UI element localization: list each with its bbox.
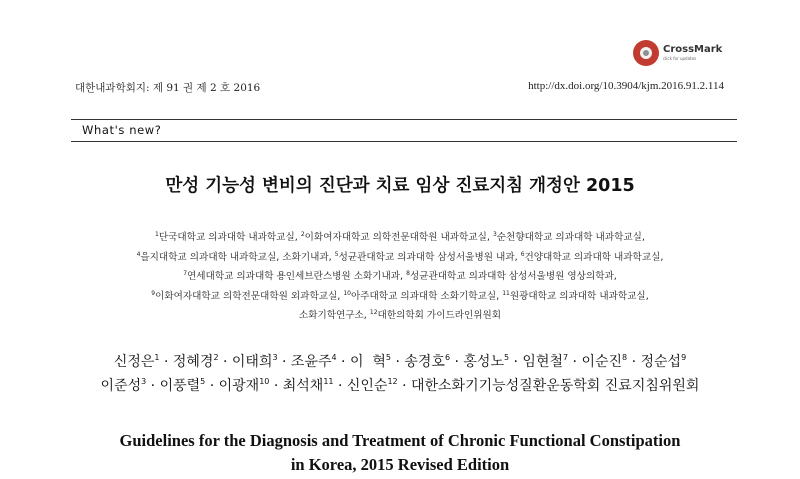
- crossmark-subtext: click for updates: [663, 56, 697, 61]
- author-name: 대한소화기기능성질환운동학회 진료지침위원회: [410, 378, 700, 394]
- author-separator: ·: [509, 354, 523, 370]
- author-affiliation-number: 2: [213, 353, 219, 362]
- author-affiliation-number: 3: [272, 353, 278, 362]
- author-separator: ·: [391, 354, 405, 370]
- author-affiliation-number: 5: [385, 353, 391, 362]
- affiliation-line: [0, 245, 800, 265]
- author-affiliation-number: 5: [200, 377, 206, 386]
- author-name: 신인순: [346, 378, 388, 394]
- affiliation-line: [0, 303, 800, 323]
- affiliation-number: 12: [369, 309, 378, 317]
- affiliation-number: 4: [136, 250, 141, 258]
- author-affiliation-number: 5: [503, 353, 510, 362]
- author-separator: ·: [205, 378, 219, 394]
- affiliation-text: 연세대학교 의과대학 용인세브란스병원 소화기내과,: [187, 271, 407, 283]
- author-affiliation-number: 6: [444, 353, 451, 362]
- author-affiliation-number: 3: [141, 377, 147, 386]
- affiliation-text: 이화여자대학교 의학전문대학원 외과학교실,: [155, 290, 344, 302]
- affiliation-text: 이화여자대학교 의학전문대학원 내과학교실,: [304, 232, 493, 243]
- author-affiliation-number: 10: [259, 377, 270, 386]
- author-name: 정혜경: [172, 354, 214, 370]
- author-separator: ·: [397, 378, 411, 394]
- affiliation-text: 아주대학교 의과대학 소화기학교실,: [351, 290, 503, 302]
- author-separator: ·: [627, 354, 641, 370]
- author-name: 이준성: [100, 378, 142, 394]
- affiliation-line: [0, 264, 800, 284]
- author-name: 이 혁: [349, 354, 386, 370]
- affiliation-text: 성균관대학교 의과대학 삼성서울병원 내과,: [338, 251, 521, 263]
- section-rule-bottom: [71, 141, 737, 142]
- affiliation-number: 3: [492, 231, 497, 238]
- crossmark-label: CrossMark: [663, 44, 723, 55]
- author-affiliation-number: 9: [681, 353, 687, 362]
- author-name: 이태희: [231, 354, 273, 370]
- author-separator: ·: [333, 378, 347, 394]
- author-separator: ·: [568, 354, 582, 370]
- affiliation-number: 7: [183, 270, 188, 278]
- author-separator: ·: [450, 354, 464, 370]
- author-separator: ·: [146, 378, 160, 394]
- author-name: 홍성노: [463, 354, 504, 370]
- author-name: 조윤주: [290, 354, 332, 370]
- affiliation-number: 9: [151, 289, 156, 297]
- section-rule-top: [71, 119, 737, 120]
- affiliation-text: 성균관대학교 의과대학 삼성서울병원 영상의학과,: [409, 271, 617, 283]
- affiliation-number: 10: [343, 289, 351, 297]
- author-affiliation-number: 7: [563, 353, 569, 362]
- author-affiliation-number: 4: [331, 353, 337, 362]
- author-separator: ·: [277, 354, 291, 370]
- affiliation-number: 2: [300, 231, 305, 238]
- article-title-korean: 만성 기능성 변비의 진단과 치료 임상 진료지침 개정안 2015: [165, 176, 635, 196]
- affiliation-text: 대한의학회 가이드라인위원회: [377, 310, 502, 322]
- author-affiliation-number: 8: [622, 353, 628, 362]
- author-name: 이광재: [218, 378, 260, 394]
- affiliation-line: [0, 284, 800, 304]
- crossmark-icon: [633, 40, 659, 66]
- affiliation-number: 11: [502, 289, 510, 297]
- author-name: 임현철: [522, 354, 563, 370]
- author-name: 최석채: [282, 378, 324, 394]
- affiliations-block: [0, 225, 800, 323]
- affiliation-number: 6: [520, 250, 525, 258]
- author-affiliation-number: 12: [387, 377, 398, 386]
- english-title-line: in Korea, 2015 Revised Edition: [290, 455, 510, 474]
- affiliation-text: 순천향대학교 의과대학 내과학교실,: [496, 232, 645, 243]
- affiliation-text: 원광대학교 의과대학 내과학교실,: [509, 290, 649, 302]
- section-label: What's new?: [82, 123, 162, 137]
- author-line: [0, 370, 800, 394]
- doi-link[interactable]: http://dx.doi.org/10.3904/kjm.2016.91.2.114: [528, 80, 724, 92]
- affiliation-number: 8: [406, 270, 410, 278]
- affiliation-line: [0, 225, 800, 245]
- article-title-english: [0, 429, 800, 477]
- author-separator: ·: [336, 354, 350, 370]
- author-line: [0, 346, 800, 370]
- affiliation-text: 건양대학교 의과대학 내과학교실,: [524, 251, 664, 263]
- author-separator: ·: [269, 378, 283, 394]
- journal-citation: 대한내과학회지: 제 91 권 제 2 호 2016: [75, 82, 261, 94]
- author-affiliation-number: 11: [323, 377, 334, 386]
- author-separator: ·: [218, 354, 232, 370]
- affiliation-text: 을지대학교 의과대학 내과학교실, 소화기내과,: [140, 251, 335, 263]
- author-name: 정순섭: [640, 354, 682, 370]
- affiliation-text: 단국대학교 의과대학 내과학교실,: [158, 232, 301, 243]
- english-title-line: Guidelines for the Diagnosis and Treatment of Chronic Functional Constipation: [119, 431, 681, 450]
- author-name: 이풍렬: [159, 378, 201, 394]
- author-separator: ·: [159, 354, 173, 370]
- crossmark-badge[interactable]: [633, 36, 723, 70]
- affiliation-text: 소화기학연구소,: [298, 310, 370, 322]
- author-affiliation-number: 1: [154, 353, 160, 362]
- author-name: 신정은: [113, 354, 155, 370]
- affiliation-number: 1: [155, 231, 159, 238]
- authors-block: [0, 346, 800, 394]
- author-name: 이순진: [581, 354, 623, 370]
- affiliation-number: 5: [334, 250, 339, 258]
- author-name: 송경호: [404, 354, 445, 370]
